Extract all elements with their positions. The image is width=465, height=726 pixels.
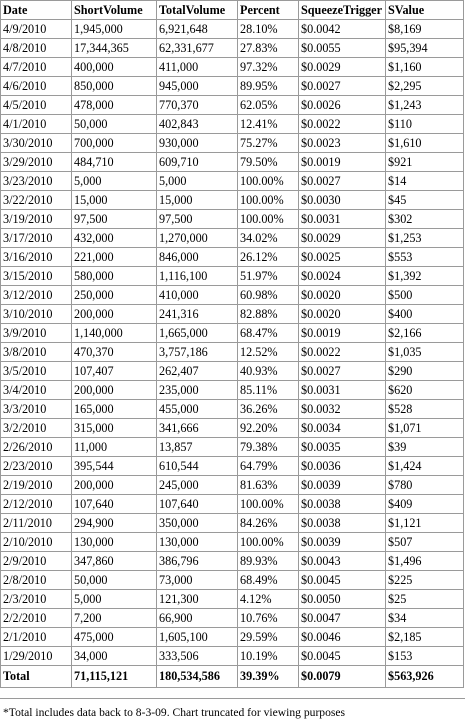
cell-percent: 12.52% [238,343,299,362]
table-row [1,324,464,343]
cell-total-volume: 121,300 [157,590,238,609]
table-row [1,267,464,286]
table-row [1,628,464,647]
column-header-date: Date [1,1,72,20]
header-row [1,1,464,20]
cell-short-volume: 50,000 [72,571,157,590]
cell-percent: 82.88% [238,305,299,324]
cell-short-volume: 395,544 [72,457,157,476]
cell-short-volume: 34,000 [72,647,157,666]
cell-date: 4/9/2010 [1,20,72,39]
cell-short-volume: 850,000 [72,77,157,96]
cell-date: 3/12/2010 [1,286,72,305]
cell-total-volume: 609,710 [157,153,238,172]
cell-svalue: $290 [386,362,464,381]
cell-short-volume: 478,000 [72,96,157,115]
total-squeeze-trigger: $0.0079 [299,666,386,688]
cell-total-volume: 5,000 [157,172,238,191]
cell-svalue: $1,610 [386,134,464,153]
column-header-total-volume: TotalVolume [157,1,238,20]
cell-total-volume: 235,000 [157,381,238,400]
cell-svalue: $45 [386,191,464,210]
cell-date: 2/19/2010 [1,476,72,495]
cell-svalue: $1,160 [386,58,464,77]
table-row [1,647,464,666]
cell-percent: 10.76% [238,609,299,628]
cell-date: 2/2/2010 [1,609,72,628]
cell-short-volume: 5,000 [72,590,157,609]
cell-date: 2/3/2010 [1,590,72,609]
table-row [1,495,464,514]
cell-short-volume: 200,000 [72,305,157,324]
cell-total-volume: 66,900 [157,609,238,628]
table-row [1,457,464,476]
cell-percent: 89.93% [238,552,299,571]
cell-total-volume: 402,843 [157,115,238,134]
cell-date: 3/15/2010 [1,267,72,286]
table-row [1,58,464,77]
cell-svalue: $39 [386,438,464,457]
cell-squeeze-trigger: $0.0039 [299,476,386,495]
cell-date: 2/11/2010 [1,514,72,533]
cell-short-volume: 15,000 [72,191,157,210]
cell-date: 4/8/2010 [1,39,72,58]
cell-svalue: $1,035 [386,343,464,362]
cell-svalue: $2,166 [386,324,464,343]
table-row [1,533,464,552]
cell-short-volume: 50,000 [72,115,157,134]
cell-percent: 89.95% [238,77,299,96]
cell-svalue: $553 [386,248,464,267]
table-row [1,134,464,153]
cell-total-volume: 245,000 [157,476,238,495]
cell-squeeze-trigger: $0.0031 [299,381,386,400]
cell-date: 2/26/2010 [1,438,72,457]
cell-squeeze-trigger: $0.0043 [299,552,386,571]
cell-date: 2/8/2010 [1,571,72,590]
cell-date: 2/10/2010 [1,533,72,552]
total-svalue: $563,926 [386,666,464,688]
cell-total-volume: 411,000 [157,58,238,77]
cell-squeeze-trigger: $0.0046 [299,628,386,647]
cell-short-volume: 107,640 [72,495,157,514]
cell-total-volume: 1,605,100 [157,628,238,647]
cell-svalue: $225 [386,571,464,590]
table-row [1,343,464,362]
cell-squeeze-trigger: $0.0027 [299,362,386,381]
cell-date: 1/29/2010 [1,647,72,666]
table-row [1,153,464,172]
table-row [1,191,464,210]
cell-percent: 75.27% [238,134,299,153]
cell-squeeze-trigger: $0.0042 [299,20,386,39]
cell-squeeze-trigger: $0.0022 [299,115,386,134]
cell-short-volume: 347,860 [72,552,157,571]
cell-svalue: $110 [386,115,464,134]
cell-squeeze-trigger: $0.0038 [299,495,386,514]
cell-total-volume: 945,000 [157,77,238,96]
table-row [1,115,464,134]
cell-svalue: $1,071 [386,419,464,438]
table-row [1,20,464,39]
cell-total-volume: 350,000 [157,514,238,533]
cell-percent: 10.19% [238,647,299,666]
cell-squeeze-trigger: $0.0035 [299,438,386,457]
cell-percent: 28.10% [238,20,299,39]
cell-squeeze-trigger: $0.0027 [299,77,386,96]
cell-short-volume: 221,000 [72,248,157,267]
cell-date: 2/12/2010 [1,495,72,514]
cell-percent: 34.02% [238,229,299,248]
cell-date: 4/5/2010 [1,96,72,115]
table-row [1,77,464,96]
cell-percent: 62.05% [238,96,299,115]
cell-squeeze-trigger: $0.0030 [299,191,386,210]
cell-short-volume: 1,945,000 [72,20,157,39]
total-row [1,666,464,688]
cell-short-volume: 475,000 [72,628,157,647]
cell-svalue: $780 [386,476,464,495]
table-row [1,438,464,457]
cell-date: 4/7/2010 [1,58,72,77]
cell-percent: 68.47% [238,324,299,343]
table-row [1,96,464,115]
cell-total-volume: 770,370 [157,96,238,115]
cell-total-volume: 386,796 [157,552,238,571]
cell-squeeze-trigger: $0.0029 [299,229,386,248]
cell-percent: 36.26% [238,400,299,419]
cell-date: 3/2/2010 [1,419,72,438]
table-row [1,286,464,305]
cell-total-volume: 410,000 [157,286,238,305]
table-row [1,229,464,248]
cell-percent: 40.93% [238,362,299,381]
cell-squeeze-trigger: $0.0045 [299,571,386,590]
table-row [1,476,464,495]
cell-date: 3/8/2010 [1,343,72,362]
cell-squeeze-trigger: $0.0031 [299,210,386,229]
total-percent: 39.39% [238,666,299,688]
cell-total-volume: 1,665,000 [157,324,238,343]
cell-short-volume: 5,000 [72,172,157,191]
cell-percent: 26.12% [238,248,299,267]
cell-short-volume: 200,000 [72,476,157,495]
cell-date: 3/3/2010 [1,400,72,419]
cell-date: 3/23/2010 [1,172,72,191]
cell-svalue: $1,243 [386,96,464,115]
cell-date: 3/10/2010 [1,305,72,324]
cell-total-volume: 262,407 [157,362,238,381]
cell-short-volume: 17,344,365 [72,39,157,58]
cell-short-volume: 700,000 [72,134,157,153]
table-body [1,20,464,666]
cell-percent: 29.59% [238,628,299,647]
cell-svalue: $1,121 [386,514,464,533]
table-row [1,590,464,609]
cell-squeeze-trigger: $0.0019 [299,153,386,172]
cell-percent: 84.26% [238,514,299,533]
cell-percent: 100.00% [238,210,299,229]
cell-percent: 4.12% [238,590,299,609]
cell-svalue: $620 [386,381,464,400]
cell-short-volume: 315,000 [72,419,157,438]
cell-total-volume: 73,000 [157,571,238,590]
cell-squeeze-trigger: $0.0039 [299,533,386,552]
cell-short-volume: 580,000 [72,267,157,286]
cell-squeeze-trigger: $0.0019 [299,324,386,343]
cell-svalue: $25 [386,590,464,609]
cell-date: 2/9/2010 [1,552,72,571]
cell-date: 3/4/2010 [1,381,72,400]
cell-total-volume: 3,757,186 [157,343,238,362]
cell-svalue: $14 [386,172,464,191]
cell-date: 2/23/2010 [1,457,72,476]
cell-svalue: $1,392 [386,267,464,286]
cell-svalue: $2,295 [386,77,464,96]
cell-date: 3/9/2010 [1,324,72,343]
cell-svalue: $302 [386,210,464,229]
cell-date: 3/29/2010 [1,153,72,172]
cell-percent: 85.11% [238,381,299,400]
total-label: Total [1,666,72,688]
column-header-svalue: SValue [386,1,464,20]
table-row [1,400,464,419]
cell-short-volume: 432,000 [72,229,157,248]
cell-percent: 51.97% [238,267,299,286]
cell-svalue: $95,394 [386,39,464,58]
cell-squeeze-trigger: $0.0045 [299,647,386,666]
table-row [1,172,464,191]
cell-percent: 100.00% [238,533,299,552]
column-header-short-volume: ShortVolume [72,1,157,20]
cell-percent: 100.00% [238,172,299,191]
cell-total-volume: 97,500 [157,210,238,229]
table-row [1,305,464,324]
cell-percent: 100.00% [238,191,299,210]
cell-squeeze-trigger: $0.0050 [299,590,386,609]
column-header-percent: Percent [238,1,299,20]
cell-percent: 60.98% [238,286,299,305]
cell-squeeze-trigger: $0.0020 [299,305,386,324]
cell-short-volume: 200,000 [72,381,157,400]
cell-date: 3/17/2010 [1,229,72,248]
total-total-volume: 180,534,586 [157,666,238,688]
cell-percent: 79.38% [238,438,299,457]
cell-total-volume: 455,000 [157,400,238,419]
cell-percent: 92.20% [238,419,299,438]
table-row [1,381,464,400]
cell-short-volume: 250,000 [72,286,157,305]
cell-squeeze-trigger: $0.0047 [299,609,386,628]
cell-short-volume: 7,200 [72,609,157,628]
cell-squeeze-trigger: $0.0023 [299,134,386,153]
cell-total-volume: 107,640 [157,495,238,514]
cell-total-volume: 62,331,677 [157,39,238,58]
cell-percent: 100.00% [238,495,299,514]
cell-short-volume: 1,140,000 [72,324,157,343]
cell-total-volume: 130,000 [157,533,238,552]
cell-svalue: $1,424 [386,457,464,476]
cell-short-volume: 470,370 [72,343,157,362]
cell-svalue: $8,169 [386,20,464,39]
cell-short-volume: 165,000 [72,400,157,419]
table-row [1,419,464,438]
cell-percent: 27.83% [238,39,299,58]
cell-squeeze-trigger: $0.0022 [299,343,386,362]
cell-svalue: $400 [386,305,464,324]
cell-total-volume: 1,270,000 [157,229,238,248]
cell-total-volume: 13,857 [157,438,238,457]
cell-svalue: $500 [386,286,464,305]
cell-percent: 97.32% [238,58,299,77]
cell-total-volume: 333,506 [157,647,238,666]
cell-squeeze-trigger: $0.0034 [299,419,386,438]
table-row [1,248,464,267]
cell-short-volume: 400,000 [72,58,157,77]
cell-date: 2/1/2010 [1,628,72,647]
cell-svalue: $507 [386,533,464,552]
cell-svalue: $153 [386,647,464,666]
table-row [1,609,464,628]
cell-squeeze-trigger: $0.0026 [299,96,386,115]
table-row [1,571,464,590]
cell-total-volume: 930,000 [157,134,238,153]
cell-squeeze-trigger: $0.0025 [299,248,386,267]
cell-percent: 12.41% [238,115,299,134]
table-row [1,210,464,229]
cell-total-volume: 15,000 [157,191,238,210]
cell-date: 3/22/2010 [1,191,72,210]
cell-squeeze-trigger: $0.0038 [299,514,386,533]
cell-total-volume: 846,000 [157,248,238,267]
cell-date: 3/5/2010 [1,362,72,381]
cell-svalue: $528 [386,400,464,419]
cell-total-volume: 6,921,648 [157,20,238,39]
cell-squeeze-trigger: $0.0055 [299,39,386,58]
cell-squeeze-trigger: $0.0024 [299,267,386,286]
table-row [1,362,464,381]
cell-date: 3/30/2010 [1,134,72,153]
cell-date: 3/19/2010 [1,210,72,229]
cell-svalue: $921 [386,153,464,172]
cell-total-volume: 1,116,100 [157,267,238,286]
footnote: *Total includes data back to 8-3-09. Chart truncated for viewing purposes [0,698,465,725]
cell-svalue: $1,496 [386,552,464,571]
cell-percent: 68.49% [238,571,299,590]
cell-svalue: $1,253 [386,229,464,248]
table-row [1,552,464,571]
cell-short-volume: 294,900 [72,514,157,533]
cell-squeeze-trigger: $0.0032 [299,400,386,419]
total-short-volume: 71,115,121 [72,666,157,688]
cell-short-volume: 107,407 [72,362,157,381]
cell-svalue: $409 [386,495,464,514]
cell-short-volume: 11,000 [72,438,157,457]
cell-squeeze-trigger: $0.0020 [299,286,386,305]
cell-short-volume: 484,710 [72,153,157,172]
cell-date: 4/1/2010 [1,115,72,134]
column-header-squeeze-trigger: SqueezeTrigger [299,1,386,20]
cell-date: 3/16/2010 [1,248,72,267]
cell-squeeze-trigger: $0.0029 [299,58,386,77]
cell-short-volume: 130,000 [72,533,157,552]
cell-percent: 64.79% [238,457,299,476]
table-row [1,514,464,533]
cell-total-volume: 341,666 [157,419,238,438]
cell-date: 4/6/2010 [1,77,72,96]
table-row [1,39,464,58]
cell-total-volume: 241,316 [157,305,238,324]
cell-percent: 79.50% [238,153,299,172]
cell-svalue: $2,185 [386,628,464,647]
cell-svalue: $34 [386,609,464,628]
cell-total-volume: 610,544 [157,457,238,476]
cell-squeeze-trigger: $0.0036 [299,457,386,476]
cell-short-volume: 97,500 [72,210,157,229]
cell-squeeze-trigger: $0.0027 [299,172,386,191]
cell-percent: 81.63% [238,476,299,495]
